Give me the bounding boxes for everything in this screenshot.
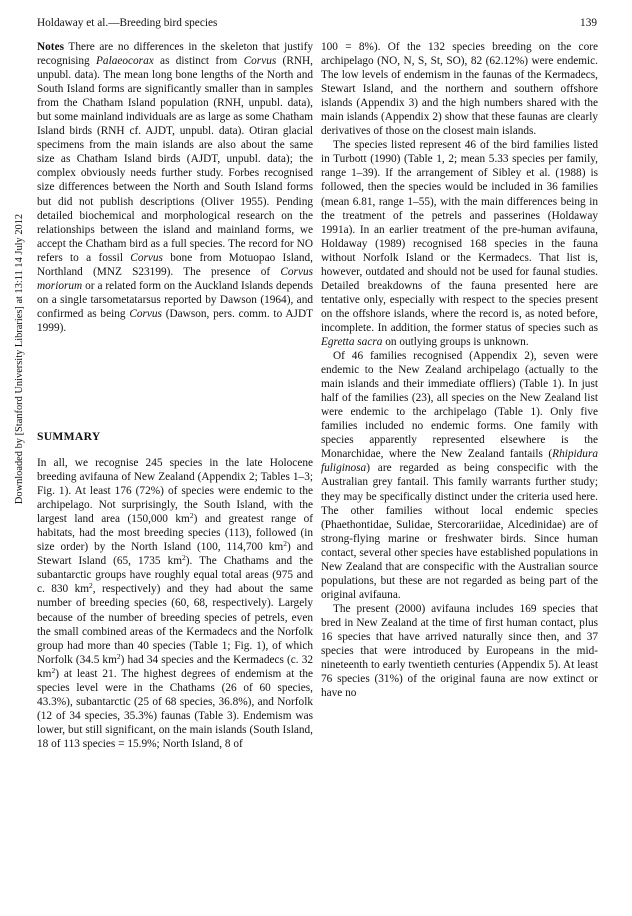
present-avifauna-paragraph: The present (2000) avifauna includes 169 species that bred in New Zealand at the time of first human contact, plus 16 species that have arrived naturally since then, and 37 species that were introduced by Europeans in the mid-nineteenth to early twentieth centuries (Appendix 5). At least 76 species (31%) of the original fauna are now extinct or have no [321, 602, 598, 700]
summary-text-2: ) and greatest range of habitats, had the most breeding species (113), followed (in size order) by the North Island (100, 114,700 km [37, 513, 313, 554]
summary-text-3: ) and Stewart Island (65, 1735 km [37, 541, 313, 568]
endemic-families-paragraph [321, 349, 598, 602]
notes-taxon-1: Palaeocorax [96, 55, 154, 68]
summary-heading: SUMMARY [37, 429, 101, 443]
notes-text-2: as distinct from [153, 55, 244, 68]
notes-paragraph [37, 40, 313, 335]
families-text-1: The species listed represent 46 of the bird families listed in Turbott (1990) (Table 1, 2; mean 5.33 species per family, range 1–39). If the arrangement of Sibley et al. (1988) is followed, then the species would be included in 36 families (mean 6.81, range 1–55), with the main differences being in the treatment of the petrels and passerines (Holdaway 1991a). In an earlier treatment of the pre-human avifauna, Holdaway (1989) recognised 168 species in the fauna without Norfolk Island or the Kermadecs. That list is, however, outdated and should not be used for faunal studies. Detailed breakdowns of the fauna presented here are tentative only, especially with respect to the species present on the offshore islands, where the record is, as noted before, incomplete. In addition, the former status of species such as [321, 139, 598, 334]
download-watermark: Downloaded by [Stanford University Libraries] at 13:11 14 July 2012 [14, 213, 25, 505]
summary-text-5: , respectively) and they had about the same number of breeding species (60, 68, respectively). Largely because of the number of breeding species of petrels, even the small combined areas of the Kermadecs and the Norfolk group had more than 40 species (Table 1; Fig. 1), of which Norfolk (34.5 km [37, 583, 313, 666]
notes-text-1: There are no differences in the skeleton that justify recognising [37, 41, 313, 68]
notes-lead: Notes [37, 41, 64, 53]
heading-gap [37, 444, 313, 456]
running-head-title: Holdaway et al.—Breeding bird species [37, 17, 218, 29]
notes-text-3: (RNH, unpubl. data). The mean long bone lengths of the North and South Island forms are significantly smaller than in samples from the Chatham Island population (RNH, unpubl. data), but some mainland individuals are as large as some Chatham Island birds (RNH cf. AJDT, unpubl. data). Otiran glacial specimens from the main islands are also about the same size as Chatham Island birds (AJDT, unpubl. data); the complex obviously needs further study. Forbes recognised size differences between the North and South Island forms but did not publish descriptions (Oliver 1955). Pending detailed biochemical and morphological research on the relationships between the island and mainland forms, we accept the Chatham bird as a full species. The record for NO refers to a fossil [37, 55, 313, 264]
notes-taxon-4: Corvus moriorum [37, 265, 313, 292]
notes-text-6: (Dawson, pers. comm. to AJDT 1999). [37, 307, 314, 334]
summary-text-4: ). The Chathams and the subantarctic groups have roughly equal total areas (975 and c. 830 km [37, 555, 313, 596]
endemic-families-text-1: Of 46 families recognised (Appendix 2), seven were endemic to the New Zealand archipelago (actually to the main islands and their immediate offliers) (Table 1). In just half of the families (23), all species on the New Zealand list were endemic to the archipelago (Table 1). Only five families included no endemic forms. One family with species apparently represented elsewhere is the Monarchidae, where the New Zealand fantails ( [321, 350, 598, 461]
endemism-continued-paragraph: 100 = 8%). Of the 132 species breeding on the core archipelago (NO, N, S, St, SO), 82 (62.12%) were endemic. The low levels of endemism in the faunas of the Kermadecs, Stewart Island, and the northern and southern offshore islands (Appendix 3) and the high numbers shared with the main islands (Appendix 2) show that these faunas are clearly derivatives of those on the closest main islands. [321, 41, 598, 138]
superscript-2: 2 [89, 581, 93, 591]
section-gap [37, 335, 313, 430]
superscript-2: 2 [182, 553, 186, 563]
summary-paragraph [37, 456, 313, 751]
notes-taxon-5: Corvus [129, 307, 162, 320]
notes-text-5: or a related form on the Auckland Islands depends on a single tarsometatarsus reported by Dawson (1964), and confirmed as being [37, 279, 313, 320]
left-column [37, 40, 313, 751]
superscript-2: 2 [116, 651, 121, 661]
endemic-families-taxon-1: Rhipidura fuliginosa [321, 448, 598, 475]
page-number: 139 [580, 17, 597, 29]
superscript-2: 2 [189, 511, 194, 521]
families-paragraph [321, 138, 598, 349]
summary-text-7: ) at least 21. The highest degrees of endemism at the species level were in the Chathams (26 of 60 species, 43.3%), subantarctic (25 of 68 species, 36.8%), and Norfolk (12 of 34 species, 35.3%) faunas (Table 3). Endemism was lower, but still significant, on the main islands (South Island, 18 of 113 species = 15.9%; North Island, 8 of [37, 667, 313, 750]
notes-taxon-3: Corvus [130, 251, 163, 264]
right-column [321, 40, 598, 700]
summary-text-1: In all, we recognise 245 species in the late Holocene breeding avifauna of New Zealand (Appendix 2; Tables 1–3; Fig. 1). At least 176 (72%) of species were endemic to the archipelago. Not surprisingly, the South Island, with the largest land area (150,000 km [37, 456, 313, 526]
notes-taxon-2: Corvus [243, 55, 277, 68]
notes-text-4: bone from Motuopao Island, Northland (MNZ S23199). The presence of [37, 251, 313, 278]
families-taxon-1: Egretta sacra [321, 335, 383, 348]
summary-text-6: ) had 34 species and the Kermadecs (c. 32 km [37, 653, 313, 680]
superscript-2: 2 [51, 665, 56, 675]
families-text-2: on outlying groups is unknown. [382, 335, 529, 348]
superscript-2: 2 [283, 539, 287, 549]
endemic-families-text-2: ) are regarded as being conspecific with the Australian grey fantail. This family warrants further study; they may be specifically distinct under the criteria used here. The other families without local endemic species (Phaethontidae, Sulidae, Stercorariidae, Alcedinidae) are of strong-flying marine or freshwater birds. Since human contact, several other species have established populations in New Zealand that are conspecific with the Australian source populations, but these are not regarded as being part of the original avifauna. [321, 462, 598, 601]
